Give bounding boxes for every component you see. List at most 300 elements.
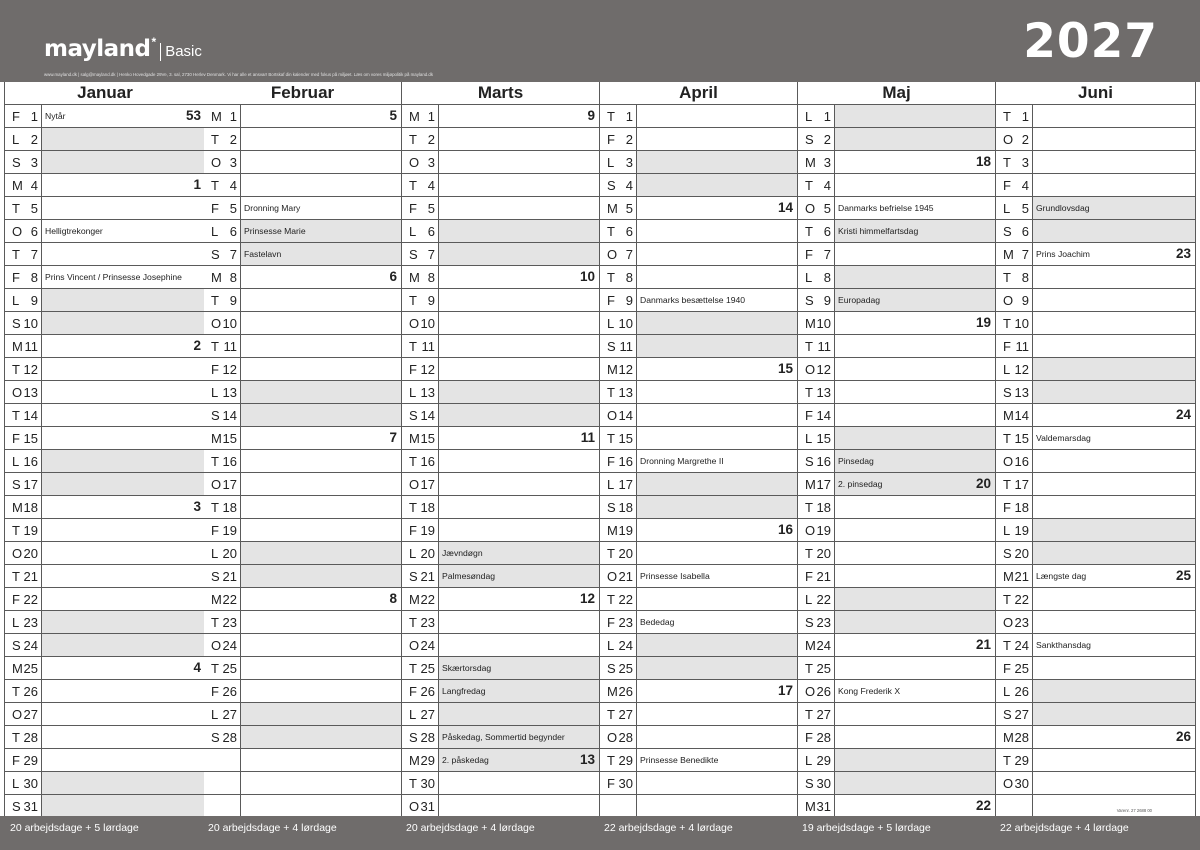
day-number: 31 <box>420 799 435 814</box>
day-number: 2 <box>229 132 237 147</box>
day-row <box>5 542 205 565</box>
day-row <box>996 220 1195 243</box>
day-row <box>5 105 205 128</box>
day-cell <box>402 358 439 380</box>
weekday-letter: F <box>607 776 615 791</box>
event-cell[interactable] <box>835 611 995 633</box>
event-cell[interactable] <box>637 335 797 357</box>
weekday-letter: L <box>607 477 615 492</box>
day-cell <box>5 772 42 794</box>
empty-day-row <box>204 749 401 772</box>
event-cell[interactable] <box>42 450 205 472</box>
day-cell <box>996 151 1033 173</box>
day-number: 23 <box>420 615 435 630</box>
event-cell[interactable] <box>241 703 401 725</box>
day-number: 30 <box>23 776 38 791</box>
event-cell[interactable] <box>637 473 797 495</box>
day-number: 28 <box>1014 730 1029 745</box>
event-cell[interactable] <box>241 381 401 403</box>
day-number: 4 <box>625 178 633 193</box>
day-row <box>5 335 205 358</box>
day-number: 15 <box>23 431 38 446</box>
day-cell <box>204 266 241 288</box>
day-number: 22 <box>618 592 633 607</box>
month-summary: 19 arbejdsdage + 5 lørdage <box>802 822 931 834</box>
weekday-letter: O <box>211 477 222 492</box>
day-cell <box>402 335 439 357</box>
day-number: 20 <box>816 546 831 561</box>
day-row <box>402 404 599 427</box>
day-number: 27 <box>23 707 38 722</box>
day-cell <box>5 542 42 564</box>
event-cell[interactable] <box>42 312 205 334</box>
weekday-letter: S <box>607 500 616 515</box>
weekday-letter: O <box>409 799 420 814</box>
weekday-letter: S <box>409 569 418 584</box>
day-cell <box>600 473 637 495</box>
day-row <box>402 105 599 128</box>
day-cell <box>204 703 241 725</box>
event-cell[interactable] <box>42 151 205 173</box>
day-number: 18 <box>1014 500 1029 515</box>
day-row <box>5 197 205 220</box>
calendar-year: 2027 <box>1023 14 1158 69</box>
day-cell <box>204 772 241 794</box>
day-number: 8 <box>625 270 633 285</box>
weekday-letter: O <box>211 155 222 170</box>
event-label: Dronning Margrethe II <box>640 456 724 466</box>
day-number: 5 <box>229 201 237 216</box>
weekday-letter: S <box>607 339 616 354</box>
weekday-letter: O <box>607 569 618 584</box>
day-row <box>798 772 995 795</box>
day-number: 13 <box>816 385 831 400</box>
day-number: 2 <box>1021 132 1029 147</box>
day-row <box>600 542 797 565</box>
day-row <box>402 243 599 266</box>
event-cell[interactable] <box>241 565 401 587</box>
weekday-letter: F <box>409 201 417 216</box>
event-label: Helligtrekonger <box>45 226 103 236</box>
day-cell <box>600 220 637 242</box>
event-cell[interactable] <box>1033 703 1195 725</box>
event-cell[interactable] <box>42 611 205 633</box>
weekday-letter: M <box>12 500 23 515</box>
weekday-letter: T <box>211 500 219 515</box>
day-row <box>402 657 599 680</box>
event-cell[interactable] <box>42 128 205 150</box>
event-cell[interactable] <box>637 657 797 679</box>
day-row <box>996 519 1195 542</box>
day-row <box>798 657 995 680</box>
event-cell[interactable] <box>1033 220 1195 242</box>
event-cell[interactable] <box>637 174 797 196</box>
event-cell[interactable] <box>241 542 401 564</box>
event-cell[interactable] <box>835 772 995 794</box>
day-number: 16 <box>816 454 831 469</box>
day-cell <box>204 565 241 587</box>
day-cell <box>798 427 835 449</box>
day-row <box>402 128 599 151</box>
day-row <box>204 657 401 680</box>
day-cell <box>996 266 1033 288</box>
day-number: 29 <box>23 753 38 768</box>
weekday-letter: F <box>607 132 615 147</box>
weekday-letter: M <box>1003 408 1014 423</box>
weekday-letter: S <box>409 730 418 745</box>
day-number: 18 <box>816 500 831 515</box>
event-label: Danmarks besættelse 1940 <box>640 295 746 305</box>
day-row <box>5 289 205 312</box>
day-number: 3 <box>427 155 435 170</box>
day-cell <box>798 151 835 173</box>
day-number: 2 <box>823 132 831 147</box>
day-cell <box>402 381 439 403</box>
week-number: 8 <box>389 591 397 606</box>
day-cell <box>798 358 835 380</box>
day-row <box>996 657 1195 680</box>
day-number: 24 <box>816 638 831 653</box>
day-cell <box>402 473 439 495</box>
day-cell <box>600 519 637 541</box>
day-row <box>600 749 797 772</box>
event-cell[interactable] <box>42 289 205 311</box>
day-number: 17 <box>1014 477 1029 492</box>
weekday-letter: S <box>12 799 21 814</box>
event-cell[interactable] <box>439 220 599 242</box>
day-row <box>600 312 797 335</box>
day-number: 15 <box>618 431 633 446</box>
weekday-letter: M <box>409 592 420 607</box>
event-label: 2. påskedag <box>442 755 489 765</box>
day-cell <box>5 473 42 495</box>
day-row <box>600 243 797 266</box>
event-label: Påskedag, Sommertid begynder <box>442 732 565 742</box>
day-row <box>204 243 401 266</box>
day-number: 21 <box>420 569 435 584</box>
week-number: 6 <box>389 269 397 284</box>
day-cell <box>600 381 637 403</box>
day-row <box>5 634 205 657</box>
day-number: 9 <box>229 293 237 308</box>
day-cell <box>5 450 42 472</box>
weekday-letter: T <box>409 132 417 147</box>
event-cell[interactable] <box>439 703 599 725</box>
day-row <box>600 289 797 312</box>
day-row <box>204 726 401 749</box>
day-cell <box>5 496 42 518</box>
day-number: 23 <box>618 615 633 630</box>
week-number: 3 <box>193 499 201 514</box>
day-row <box>600 772 797 795</box>
day-cell <box>798 197 835 219</box>
day-row <box>600 634 797 657</box>
day-number: 21 <box>23 569 38 584</box>
weekday-letter: T <box>211 293 219 308</box>
day-cell <box>402 128 439 150</box>
weekday-letter: S <box>607 178 616 193</box>
weekday-letter: M <box>607 684 618 699</box>
day-cell <box>600 634 637 656</box>
day-cell <box>600 542 637 564</box>
weekday-letter: F <box>211 201 219 216</box>
day-number: 15 <box>816 431 831 446</box>
day-row <box>204 358 401 381</box>
event-cell[interactable] <box>1033 542 1195 564</box>
day-cell <box>600 197 637 219</box>
weekday-letter: O <box>12 707 23 722</box>
day-row <box>204 151 401 174</box>
day-row <box>204 496 401 519</box>
day-row <box>5 243 205 266</box>
day-cell <box>204 427 241 449</box>
day-cell <box>402 657 439 679</box>
event-label: Grundlovsdag <box>1036 203 1090 213</box>
day-cell <box>204 588 241 610</box>
weekday-letter: S <box>211 408 220 423</box>
event-cell[interactable] <box>42 795 205 817</box>
weekday-letter: T <box>12 247 20 262</box>
weekday-letter: T <box>805 178 813 193</box>
month-summary: 20 arbejdsdage + 4 lørdage <box>406 822 535 834</box>
week-number: 1 <box>193 177 201 192</box>
day-row <box>5 312 205 335</box>
day-cell <box>996 473 1033 495</box>
day-row <box>600 496 797 519</box>
day-number: 5 <box>427 201 435 216</box>
day-cell <box>204 726 241 748</box>
day-row <box>204 381 401 404</box>
day-number: 25 <box>420 661 435 676</box>
day-row <box>402 680 599 703</box>
event-cell[interactable] <box>42 634 205 656</box>
event-cell[interactable] <box>439 381 599 403</box>
event-cell[interactable] <box>637 312 797 334</box>
day-number: 17 <box>420 477 435 492</box>
day-number: 27 <box>816 707 831 722</box>
event-cell[interactable] <box>1033 358 1195 380</box>
day-cell <box>600 611 637 633</box>
weekday-letter: T <box>805 339 813 354</box>
day-number: 16 <box>420 454 435 469</box>
event-cell[interactable] <box>1033 519 1195 541</box>
event-cell[interactable] <box>637 634 797 656</box>
day-cell <box>204 381 241 403</box>
day-row <box>600 588 797 611</box>
day-cell <box>402 588 439 610</box>
event-label: Dronning Mary <box>244 203 301 213</box>
day-cell <box>798 289 835 311</box>
day-cell <box>600 289 637 311</box>
day-number: 24 <box>222 638 237 653</box>
event-cell[interactable] <box>835 266 995 288</box>
event-cell[interactable] <box>241 404 401 426</box>
weekday-letter: T <box>805 224 813 239</box>
day-cell <box>5 404 42 426</box>
event-cell[interactable] <box>42 473 205 495</box>
weekday-letter: O <box>1003 615 1014 630</box>
day-cell <box>996 289 1033 311</box>
day-cell <box>996 243 1033 265</box>
event-cell[interactable] <box>439 243 599 265</box>
day-cell <box>402 266 439 288</box>
day-number: 18 <box>618 500 633 515</box>
day-cell <box>996 174 1033 196</box>
day-row <box>402 496 599 519</box>
day-cell <box>204 128 241 150</box>
day-row <box>5 611 205 634</box>
weekday-letter: L <box>607 638 615 653</box>
day-row <box>204 197 401 220</box>
day-cell <box>798 174 835 196</box>
empty-day-row <box>204 772 401 795</box>
day-number: 24 <box>420 638 435 653</box>
event-label: Nytår <box>45 111 66 121</box>
day-cell <box>5 381 42 403</box>
day-number: 21 <box>618 569 633 584</box>
day-row <box>402 289 599 312</box>
day-cell <box>600 404 637 426</box>
day-number: 22 <box>816 592 831 607</box>
day-row <box>204 335 401 358</box>
weekday-letter: F <box>12 431 20 446</box>
day-number: 26 <box>23 684 38 699</box>
weekday-letter: T <box>211 132 219 147</box>
day-row <box>600 128 797 151</box>
day-number: 29 <box>618 753 633 768</box>
day-number: 12 <box>618 362 633 377</box>
day-cell <box>402 220 439 242</box>
week-number: 26 <box>1175 729 1191 744</box>
day-row <box>204 542 401 565</box>
day-number: 27 <box>222 707 237 722</box>
day-number: 4 <box>30 178 38 193</box>
day-cell <box>402 496 439 518</box>
weekday-letter: T <box>211 339 219 354</box>
event-cell[interactable] <box>241 726 401 748</box>
day-row <box>402 220 599 243</box>
day-cell <box>600 795 637 817</box>
day-number: 22 <box>23 592 38 607</box>
day-number: 30 <box>1014 776 1029 791</box>
event-cell[interactable] <box>835 105 995 127</box>
day-cell <box>5 128 42 150</box>
day-cell <box>204 151 241 173</box>
event-cell[interactable] <box>835 749 995 771</box>
week-number: 4 <box>193 660 201 675</box>
event-cell[interactable] <box>835 128 995 150</box>
day-row <box>996 128 1195 151</box>
day-row <box>204 611 401 634</box>
day-number: 6 <box>229 224 237 239</box>
day-number: 5 <box>823 201 831 216</box>
month-column <box>600 82 798 816</box>
month-column <box>204 82 402 816</box>
event-cell[interactable] <box>42 772 205 794</box>
day-cell <box>402 289 439 311</box>
weekday-letter: O <box>12 546 23 561</box>
event-cell[interactable] <box>1033 381 1195 403</box>
event-label: Bededag <box>640 617 675 627</box>
weekday-letter: S <box>805 454 814 469</box>
day-row <box>996 312 1195 335</box>
day-row <box>798 703 995 726</box>
day-row <box>600 266 797 289</box>
day-cell <box>402 519 439 541</box>
weekday-letter: O <box>12 385 23 400</box>
event-cell[interactable] <box>637 496 797 518</box>
event-cell[interactable] <box>835 427 995 449</box>
day-number: 1 <box>1021 109 1029 124</box>
day-number: 4 <box>1021 178 1029 193</box>
day-row <box>798 611 995 634</box>
weekday-letter: F <box>805 569 813 584</box>
day-number: 21 <box>816 569 831 584</box>
day-row <box>798 749 995 772</box>
day-row <box>204 174 401 197</box>
weekday-letter: O <box>805 362 816 377</box>
day-row <box>600 611 797 634</box>
day-number: 21 <box>1014 569 1029 584</box>
weekday-letter: S <box>805 776 814 791</box>
day-cell <box>600 565 637 587</box>
day-number: 6 <box>427 224 435 239</box>
day-number: 23 <box>222 615 237 630</box>
day-row <box>600 197 797 220</box>
day-cell <box>798 335 835 357</box>
event-cell[interactable] <box>637 151 797 173</box>
weekday-letter: L <box>805 270 813 285</box>
week-number: 22 <box>975 798 991 813</box>
event-cell[interactable] <box>835 588 995 610</box>
day-cell <box>204 611 241 633</box>
day-row <box>996 542 1195 565</box>
day-row <box>798 358 995 381</box>
day-cell <box>204 197 241 219</box>
day-row <box>798 634 995 657</box>
day-cell <box>996 381 1033 403</box>
day-row <box>600 657 797 680</box>
day-cell <box>5 519 42 541</box>
day-row <box>798 473 995 496</box>
event-cell[interactable] <box>439 404 599 426</box>
day-row <box>402 427 599 450</box>
day-number: 11 <box>421 339 435 354</box>
day-cell <box>5 588 42 610</box>
weekday-letter: O <box>607 730 618 745</box>
weekday-letter: F <box>12 270 20 285</box>
day-cell <box>204 220 241 242</box>
weekday-letter: M <box>805 316 816 331</box>
event-cell[interactable] <box>1033 680 1195 702</box>
day-cell <box>204 634 241 656</box>
day-cell <box>5 749 42 771</box>
day-number: 7 <box>427 247 435 262</box>
day-cell <box>996 749 1033 771</box>
weekday-letter: T <box>1003 155 1011 170</box>
day-row <box>204 450 401 473</box>
weekday-letter: L <box>607 316 615 331</box>
day-row <box>204 680 401 703</box>
day-number: 31 <box>23 799 38 814</box>
day-number: 25 <box>1014 661 1029 676</box>
day-number: 14 <box>23 408 38 423</box>
weekday-letter: T <box>805 707 813 722</box>
weekday-letter: L <box>12 776 20 791</box>
week-number: 9 <box>587 108 595 123</box>
weekday-letter: T <box>805 385 813 400</box>
day-cell <box>798 588 835 610</box>
